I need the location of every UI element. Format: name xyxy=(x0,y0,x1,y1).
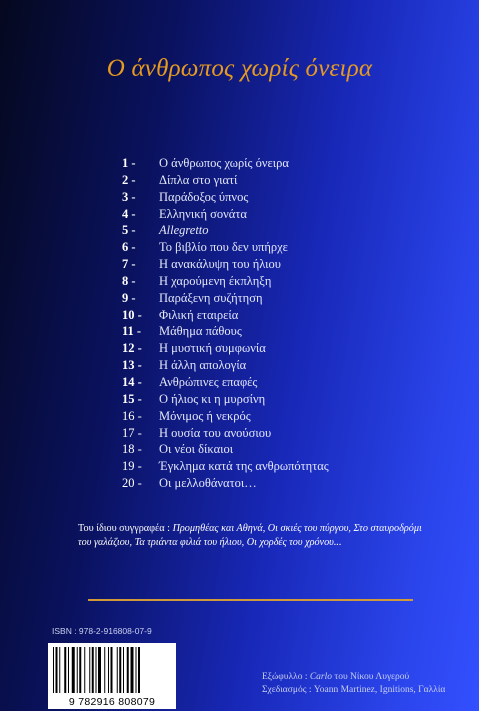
toc-item xyxy=(122,239,422,256)
toc-item-number: 20 - xyxy=(122,476,142,491)
toc-item-title: Παράδοξος ύπνος xyxy=(159,189,249,204)
toc-item-title: Δίπλα στο γιατί xyxy=(159,172,238,187)
toc-item-number: 8 - xyxy=(122,273,136,288)
toc-item xyxy=(122,307,422,324)
barcode-bar xyxy=(56,647,58,693)
barcode-bar xyxy=(138,647,140,693)
cover-artist: Carlo xyxy=(309,672,333,682)
barcode-bar xyxy=(96,647,97,693)
table-of-contents xyxy=(122,155,422,492)
toc-item xyxy=(122,256,422,273)
toc-item-number: 12 - xyxy=(122,341,142,356)
barcode-bar xyxy=(68,647,69,693)
toc-item-number: 16 - xyxy=(122,408,142,423)
toc-item-number: 17 - xyxy=(122,425,142,440)
also-by-works: Προμηθέας και Αθηνά, Οι σκιές του πύργου, Στο σταυροδρόμι του γαλάζιου, Τα τριάντα φιλιά του ήλιου, Οι χορδές του χρόνου... xyxy=(78,523,422,548)
barcode-bar xyxy=(123,647,124,693)
barcode-bar xyxy=(64,647,66,693)
toc-item xyxy=(122,172,422,189)
divider-rule xyxy=(88,599,413,601)
toc-item-title: Ανθρώπινες επαφές xyxy=(159,374,258,389)
barcode-bar xyxy=(77,647,78,693)
barcode-bar xyxy=(59,647,60,693)
toc-item-title: Η μυστική συμφωνία xyxy=(159,341,266,356)
barcode-digits: 9 782916 808079 xyxy=(68,696,156,708)
toc-item-title: Μόνιμος ή νεκρός xyxy=(159,408,251,423)
toc-item-number: 15 - xyxy=(122,391,142,406)
barcode-bar xyxy=(92,647,94,693)
isbn-number: ISBN : 978-2-916808-07-9 xyxy=(52,626,152,636)
barcode-bar xyxy=(98,647,101,693)
cover-credit xyxy=(262,671,445,684)
toc-item xyxy=(122,441,422,458)
design-credit: Σχεδιασμός : Yoann Martinez, Ignitions, Γαλλία xyxy=(262,684,446,695)
barcode-bar xyxy=(104,647,105,693)
barcode-bar xyxy=(72,647,75,693)
credits xyxy=(262,671,445,696)
barcode-bar xyxy=(108,647,109,693)
toc-item xyxy=(122,273,422,290)
toc-item-number: 7 - xyxy=(122,257,136,272)
barcode-bar xyxy=(131,647,134,693)
toc-item-number: 13 - xyxy=(122,358,142,373)
toc-item xyxy=(122,340,422,357)
toc-item xyxy=(122,155,422,172)
toc-item-title: Φιλική εταιρεία xyxy=(159,307,239,322)
toc-item xyxy=(122,189,422,206)
barcode-bar xyxy=(84,647,85,693)
toc-item-title: Οι μελλοθάνατοι… xyxy=(159,476,257,491)
toc-item-number: 4 - xyxy=(122,206,136,221)
toc-item xyxy=(122,206,422,223)
toc-item-number: 10 - xyxy=(122,307,142,322)
toc-item xyxy=(122,475,422,492)
toc-item-title: Παράξενη συζήτηση xyxy=(159,290,263,305)
cover-credit-rest: του Νίκου Λυγερού xyxy=(332,672,410,682)
toc-item-title: Η ουσία του ανούσιου xyxy=(159,425,272,440)
toc-item-title: Ο άνθρωπος χωρίς όνειρα xyxy=(159,156,289,170)
toc-item-title: Allegretto xyxy=(159,223,209,238)
toc-item-title: Οι νέοι δίκαιοι xyxy=(159,442,234,457)
book-title: Ο άνθρωπος χωρίς όνειρα xyxy=(106,55,373,82)
toc-item-number: 3 - xyxy=(122,189,136,204)
toc-item-title: Η χαρούμενη έκπληξη xyxy=(159,273,272,288)
barcode-bar xyxy=(117,647,118,693)
toc-item-title: Έγκλημα κατά της ανθρωπότητας xyxy=(159,459,329,474)
toc-item xyxy=(122,374,422,391)
toc-item-number: 18 - xyxy=(122,442,142,457)
barcode-bars xyxy=(53,647,171,693)
toc-item-title: Το βιβλίο που δεν υπήρχε xyxy=(159,240,288,255)
cover-credit-label: Εξώφυλλο : xyxy=(262,672,310,682)
toc-item xyxy=(122,323,422,340)
barcode-bar xyxy=(127,647,129,693)
toc-item-number: 5 - xyxy=(122,223,136,238)
barcode-bar xyxy=(136,647,137,693)
toc-item-number: 1 - xyxy=(122,156,136,170)
barcode-bar xyxy=(111,647,113,693)
also-by-label: Του ίδιου συγγραφέα : xyxy=(78,523,173,534)
toc-item-number: 6 - xyxy=(122,240,136,255)
toc-item-number: 19 - xyxy=(122,459,142,474)
toc-item xyxy=(122,391,422,408)
toc-item-number: 14 - xyxy=(122,374,142,389)
toc-item-title: Η άλλη απολογία xyxy=(159,358,247,373)
toc-item-title: Η ανακάλυψη του ήλιου xyxy=(159,257,281,272)
toc-item-title: Ο ήλιος κι η μυρσίνη xyxy=(159,391,266,406)
toc-item xyxy=(122,408,422,425)
barcode xyxy=(48,643,176,709)
toc-item-number: 2 - xyxy=(122,172,136,187)
toc-item xyxy=(122,425,422,442)
toc-item-title: Ελληνική σονάτα xyxy=(159,206,247,221)
toc-item xyxy=(122,458,422,475)
toc-item xyxy=(122,222,422,239)
toc-item xyxy=(122,357,422,374)
toc-item-number: 9 - xyxy=(122,290,136,305)
toc-item-number: 11 - xyxy=(122,324,142,339)
toc-item-title: Μάθημα πάθους xyxy=(159,324,242,339)
barcode-bar xyxy=(79,647,81,693)
barcode-bar xyxy=(89,647,90,693)
barcode-bar xyxy=(53,647,54,693)
toc-item xyxy=(122,290,422,307)
barcode-bar xyxy=(119,647,121,693)
also-by-author xyxy=(78,522,434,550)
